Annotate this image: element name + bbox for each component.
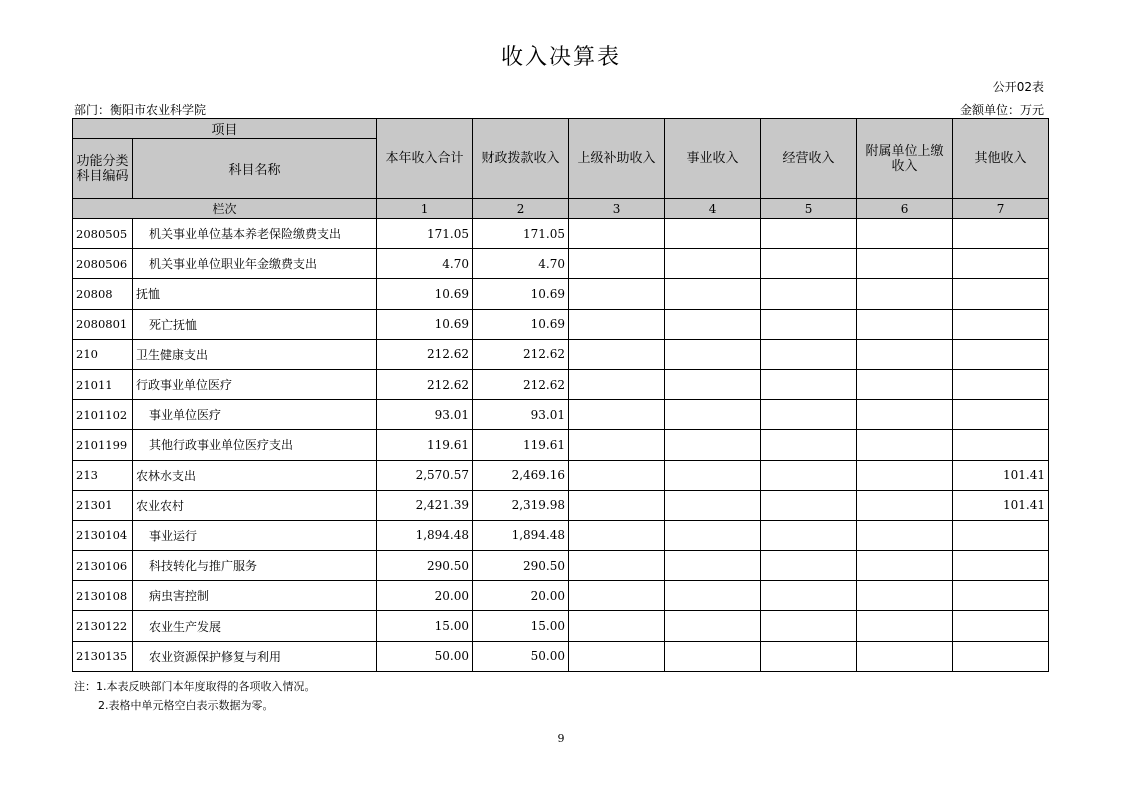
row-value-col-5 <box>761 219 857 249</box>
row-value-col-3 <box>569 641 665 671</box>
row-name: 事业单位医疗 <box>133 400 377 430</box>
row-code: 2080505 <box>73 219 133 249</box>
row-code: 2130135 <box>73 641 133 671</box>
row-name: 行政事业单位医疗 <box>133 369 377 399</box>
row-value-col-7 <box>953 369 1049 399</box>
row-value-col-7 <box>953 551 1049 581</box>
row-value-col-2: 10.69 <box>473 279 569 309</box>
row-value-col-3 <box>569 369 665 399</box>
row-value-col-6 <box>857 219 953 249</box>
table-row <box>73 369 1049 399</box>
row-value-col-6 <box>857 279 953 309</box>
row-value-col-6 <box>857 249 953 279</box>
row-name: 农业生产发展 <box>133 611 377 641</box>
row-name: 农林水支出 <box>133 460 377 490</box>
row-value-col-1: 2,421.39 <box>377 490 473 520</box>
table-body <box>73 219 1049 672</box>
row-value-col-4 <box>665 219 761 249</box>
row-value-col-3 <box>569 219 665 249</box>
row-name: 病虫害控制 <box>133 581 377 611</box>
row-code: 2130106 <box>73 551 133 581</box>
header-item: 项目 <box>73 119 377 139</box>
table-row <box>73 581 1049 611</box>
row-value-col-2: 1,894.48 <box>473 520 569 550</box>
row-value-col-4 <box>665 400 761 430</box>
header-name: 科目名称 <box>133 139 377 199</box>
row-value-col-2: 50.00 <box>473 641 569 671</box>
row-value-col-1: 171.05 <box>377 219 473 249</box>
row-value-col-4 <box>665 460 761 490</box>
row-value-col-1: 290.50 <box>377 551 473 581</box>
row-name: 机关事业单位职业年金缴费支出 <box>133 249 377 279</box>
row-value-col-3 <box>569 249 665 279</box>
row-value-col-1: 2,570.57 <box>377 460 473 490</box>
row-code: 2130108 <box>73 581 133 611</box>
row-name: 死亡抚恤 <box>133 309 377 339</box>
row-name: 农业农村 <box>133 490 377 520</box>
note-1: 注：1.本表反映部门本年度取得的各项收入情况。 <box>74 680 316 693</box>
row-value-col-5 <box>761 551 857 581</box>
table-row <box>73 611 1049 641</box>
header-col-7: 其他收入 <box>953 119 1049 199</box>
row-code: 21011 <box>73 369 133 399</box>
row-value-col-3 <box>569 551 665 581</box>
row-value-col-1: 10.69 <box>377 279 473 309</box>
row-value-col-6 <box>857 339 953 369</box>
row-code: 210 <box>73 339 133 369</box>
row-value-col-4 <box>665 611 761 641</box>
header-index: 5 <box>761 199 857 219</box>
row-value-col-1: 50.00 <box>377 641 473 671</box>
income-table <box>72 118 1049 672</box>
row-value-col-5 <box>761 611 857 641</box>
table-row <box>73 309 1049 339</box>
row-code: 2130122 <box>73 611 133 641</box>
row-value-col-5 <box>761 369 857 399</box>
row-value-col-6 <box>857 551 953 581</box>
row-value-col-4 <box>665 249 761 279</box>
row-value-col-5 <box>761 430 857 460</box>
row-value-col-4 <box>665 581 761 611</box>
row-name: 农业资源保护修复与利用 <box>133 641 377 671</box>
row-code: 21301 <box>73 490 133 520</box>
row-name: 卫生健康支出 <box>133 339 377 369</box>
row-value-col-4 <box>665 309 761 339</box>
form-number: 公开02表 <box>992 80 1044 94</box>
table-row <box>73 400 1049 430</box>
row-value-col-3 <box>569 490 665 520</box>
row-value-col-4 <box>665 369 761 399</box>
page-title: 收入决算表 <box>500 45 621 70</box>
row-name: 抚恤 <box>133 279 377 309</box>
row-value-col-7 <box>953 339 1049 369</box>
header-index: 4 <box>665 199 761 219</box>
row-value-col-4 <box>665 641 761 671</box>
row-value-col-5 <box>761 581 857 611</box>
row-value-col-5 <box>761 460 857 490</box>
row-value-col-2: 20.00 <box>473 581 569 611</box>
table-row <box>73 279 1049 309</box>
row-value-col-4 <box>665 339 761 369</box>
header-index: 2 <box>473 199 569 219</box>
table-row <box>73 490 1049 520</box>
table-row <box>73 430 1049 460</box>
row-value-col-2: 119.61 <box>473 430 569 460</box>
row-value-col-5 <box>761 490 857 520</box>
unit-label: 金额单位：万元 <box>959 103 1044 117</box>
header-col-1: 本年收入合计 <box>377 119 473 199</box>
row-value-col-7: 101.41 <box>953 460 1049 490</box>
row-value-col-3 <box>569 611 665 641</box>
row-value-col-6 <box>857 641 953 671</box>
row-value-col-7 <box>953 520 1049 550</box>
row-name: 事业运行 <box>133 520 377 550</box>
row-value-col-3 <box>569 309 665 339</box>
department-label: 部门：衡阳市农业科学院 <box>74 103 207 117</box>
row-value-col-6 <box>857 460 953 490</box>
row-value-col-4 <box>665 430 761 460</box>
row-value-col-6 <box>857 369 953 399</box>
row-value-col-4 <box>665 490 761 520</box>
header-code: 功能分类科目编码 <box>73 139 133 199</box>
header-col-6: 附属单位上缴收入 <box>857 119 953 199</box>
row-value-col-7 <box>953 641 1049 671</box>
row-value-col-6 <box>857 611 953 641</box>
row-value-col-1: 15.00 <box>377 611 473 641</box>
row-code: 2101199 <box>73 430 133 460</box>
row-value-col-6 <box>857 520 953 550</box>
row-value-col-1: 4.70 <box>377 249 473 279</box>
row-value-col-6 <box>857 430 953 460</box>
row-value-col-6 <box>857 581 953 611</box>
header-col-4: 事业收入 <box>665 119 761 199</box>
row-value-col-3 <box>569 400 665 430</box>
row-value-col-7 <box>953 400 1049 430</box>
row-value-col-6 <box>857 490 953 520</box>
row-value-col-2: 2,469.16 <box>473 460 569 490</box>
row-value-col-2: 2,319.98 <box>473 490 569 520</box>
row-value-col-5 <box>761 339 857 369</box>
row-value-col-1: 10.69 <box>377 309 473 339</box>
row-value-col-2: 10.69 <box>473 309 569 339</box>
header-index-label: 栏次 <box>73 199 377 219</box>
row-value-col-2: 290.50 <box>473 551 569 581</box>
row-value-col-1: 212.62 <box>377 339 473 369</box>
row-value-col-4 <box>665 551 761 581</box>
row-value-col-7 <box>953 249 1049 279</box>
row-value-col-1: 20.00 <box>377 581 473 611</box>
row-value-col-5 <box>761 400 857 430</box>
row-value-col-7 <box>953 279 1049 309</box>
row-code: 20808 <box>73 279 133 309</box>
header-index: 3 <box>569 199 665 219</box>
row-code: 2130104 <box>73 520 133 550</box>
row-value-col-3 <box>569 581 665 611</box>
row-value-col-2: 15.00 <box>473 611 569 641</box>
table-row <box>73 219 1049 249</box>
row-value-col-7 <box>953 581 1049 611</box>
row-name: 其他行政事业单位医疗支出 <box>133 430 377 460</box>
header-col-3: 上级补助收入 <box>569 119 665 199</box>
row-value-col-5 <box>761 279 857 309</box>
row-name: 机关事业单位基本养老保险缴费支出 <box>133 219 377 249</box>
row-value-col-7 <box>953 219 1049 249</box>
row-value-col-7 <box>953 309 1049 339</box>
row-value-col-3 <box>569 339 665 369</box>
row-value-col-3 <box>569 520 665 550</box>
row-value-col-3 <box>569 430 665 460</box>
row-value-col-4 <box>665 520 761 550</box>
table-row <box>73 249 1049 279</box>
row-code: 2080506 <box>73 249 133 279</box>
row-code: 2080801 <box>73 309 133 339</box>
row-value-col-1: 119.61 <box>377 430 473 460</box>
row-value-col-7 <box>953 430 1049 460</box>
row-value-col-1: 93.01 <box>377 400 473 430</box>
table-row <box>73 520 1049 550</box>
row-value-col-5 <box>761 520 857 550</box>
row-value-col-5 <box>761 249 857 279</box>
table-row <box>73 460 1049 490</box>
row-value-col-4 <box>665 279 761 309</box>
row-value-col-5 <box>761 641 857 671</box>
page-number: 9 <box>557 732 565 745</box>
row-value-col-6 <box>857 309 953 339</box>
header-index: 1 <box>377 199 473 219</box>
row-value-col-2: 4.70 <box>473 249 569 279</box>
table-row <box>73 339 1049 369</box>
header-index: 6 <box>857 199 953 219</box>
row-value-col-1: 212.62 <box>377 369 473 399</box>
note-2: 2.表格中单元格空白表示数据为零。 <box>98 699 274 712</box>
header-col-2: 财政拨款收入 <box>473 119 569 199</box>
header-index: 7 <box>953 199 1049 219</box>
row-value-col-7: 101.41 <box>953 490 1049 520</box>
table-row <box>73 551 1049 581</box>
row-value-col-6 <box>857 400 953 430</box>
row-value-col-5 <box>761 309 857 339</box>
row-value-col-1: 1,894.48 <box>377 520 473 550</box>
row-name: 科技转化与推广服务 <box>133 551 377 581</box>
row-value-col-3 <box>569 460 665 490</box>
header-col-5: 经营收入 <box>761 119 857 199</box>
row-value-col-2: 93.01 <box>473 400 569 430</box>
row-value-col-2: 212.62 <box>473 339 569 369</box>
row-value-col-2: 212.62 <box>473 369 569 399</box>
row-value-col-3 <box>569 279 665 309</box>
row-value-col-7 <box>953 611 1049 641</box>
row-value-col-2: 171.05 <box>473 219 569 249</box>
row-code: 213 <box>73 460 133 490</box>
table-row <box>73 641 1049 671</box>
row-code: 2101102 <box>73 400 133 430</box>
